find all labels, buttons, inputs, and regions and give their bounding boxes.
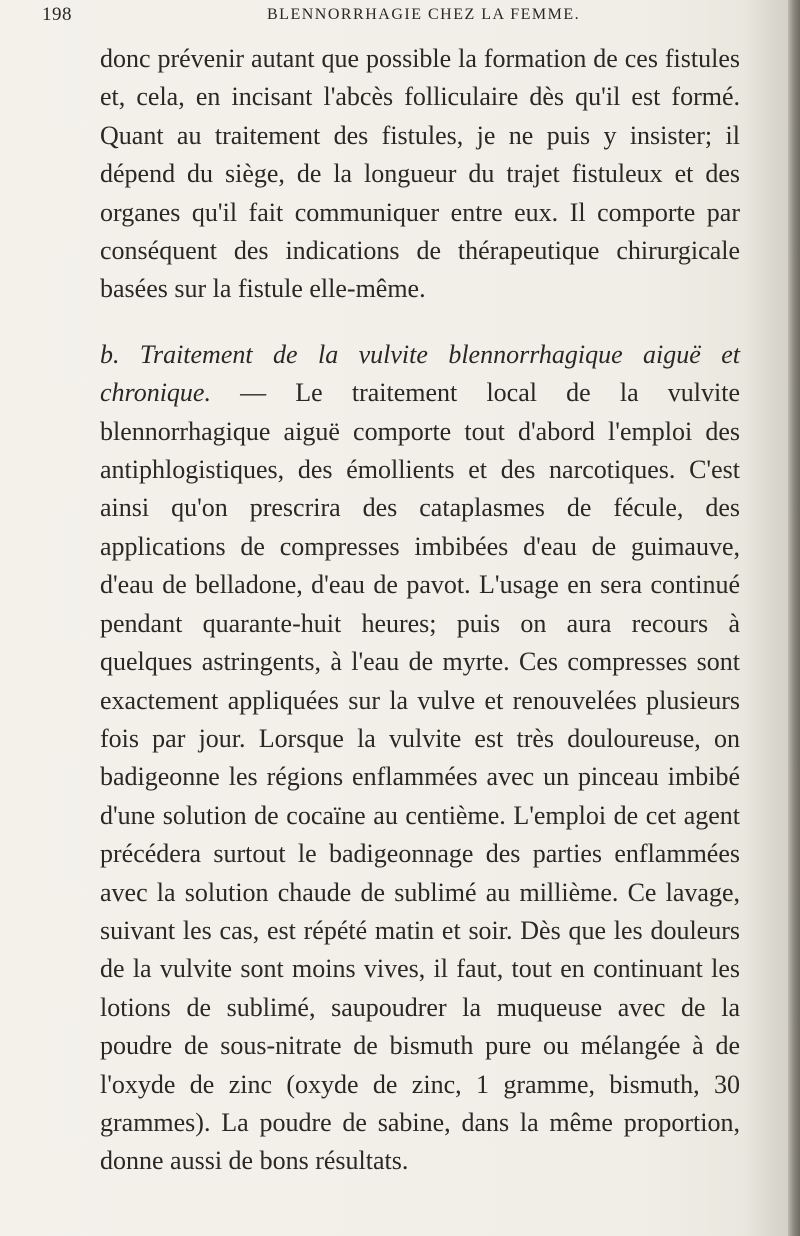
running-head: BLENNORRHAGIE CHEZ LA FEMME. (267, 6, 581, 23)
page-edge-shadow (788, 0, 800, 1236)
section-text: — Le traitement local de la vulvite blennorrhagique aiguë comporte tout d'abord l'emploi des antiphlogistiques, des émollients et des narcotiques. C'est ainsi qu'on prescrira des cataplasmes de fécule, des applications de compresses imbibées d'eau de guimauve, d'eau de belladone, d'eau de pavot. L'usage en sera continué pendant quarante-huit heures; puis on aura recours à quelques astringents, à l'eau de myrte. Ces compresses sont exactement appliquées sur la vulve et renouvelées plusieurs fois par jour. Lorsque la vulvite est très douloureuse, on badigeonne les régions enflammées avec un pinceau imbibé d'une solution de cocaïne au centième. L'emploi de cet agent précédera surtout le badigeonnage des parties enflammées avec la solution chaude de sublimé au millième. Ce lavage, suivant les cas, est répété matin et soir. Dès que les douleurs de la vulvite sont moins vives, il faut, tout en continuant les lotions de sublimé, saupoudrer la muqueuse avec de la poudre de sous-nitrate de bismuth pure ou mélangée à de l'oxyde de zinc (oxyde de zinc, 1 gramme, bismuth, 30 grammes). La poudre de sabine, dans la même proportion, donne aussi de bons résultats. (100, 378, 740, 1176)
section-label: b. (100, 339, 120, 369)
page-number: 198 (42, 4, 72, 25)
page-header (42, 4, 762, 32)
page-body (100, 40, 740, 1181)
paragraph-1: donc prévenir autant que possible la formation de ces fistules et, cela, en incisant l'abcès folliculaire dès qu'il est formé. Quant au traitement des fistules, je ne puis y insister; il dépend du siège, de la longueur du trajet fistuleux et des organes qu'il fait communiquer entre eux. Il comporte par conséquent des indications de thérapeutique chirurgicale basées sur la fistule elle-même. (100, 44, 740, 304)
paragraph-2 (100, 336, 740, 1181)
section-title: Traitement de la vulvite blennorrhagique aiguë et chronique. (100, 339, 740, 408)
